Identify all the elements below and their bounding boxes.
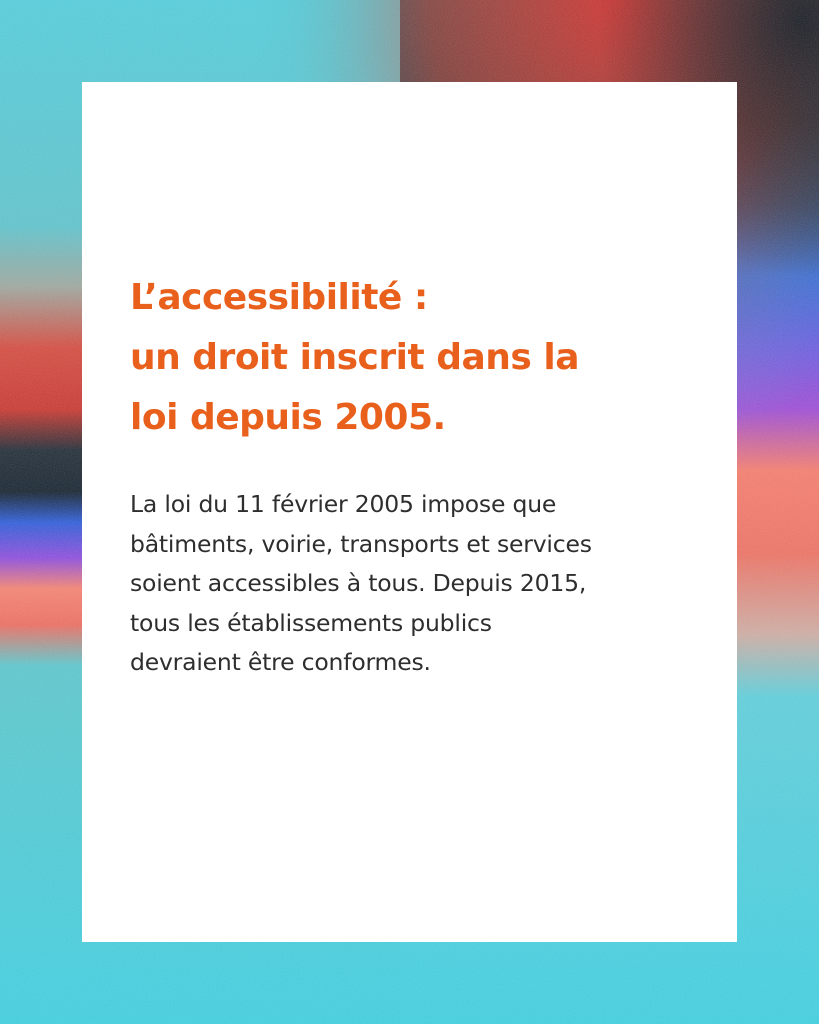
card-body-text [130, 485, 710, 683]
card-title-line-1: L’accessibilité : [130, 277, 428, 318]
card-body-line-1: La loi du 11 février 2005 impose que [130, 490, 557, 518]
info-card [82, 82, 737, 942]
card-title-line-2: un droit inscrit dans la [130, 337, 579, 378]
card-body-line-2: bâtiments, voirie, transports et services [130, 529, 592, 558]
card-title-line-3: loi depuis 2005. [130, 397, 446, 438]
card-title [130, 268, 710, 448]
card-body-line-5: devraient être conformes. [130, 648, 431, 676]
card-body-line-3: soient accessibles à tous. Depuis 2015, [130, 569, 587, 597]
card-body-line-4: tous les établissements publics [130, 608, 492, 637]
